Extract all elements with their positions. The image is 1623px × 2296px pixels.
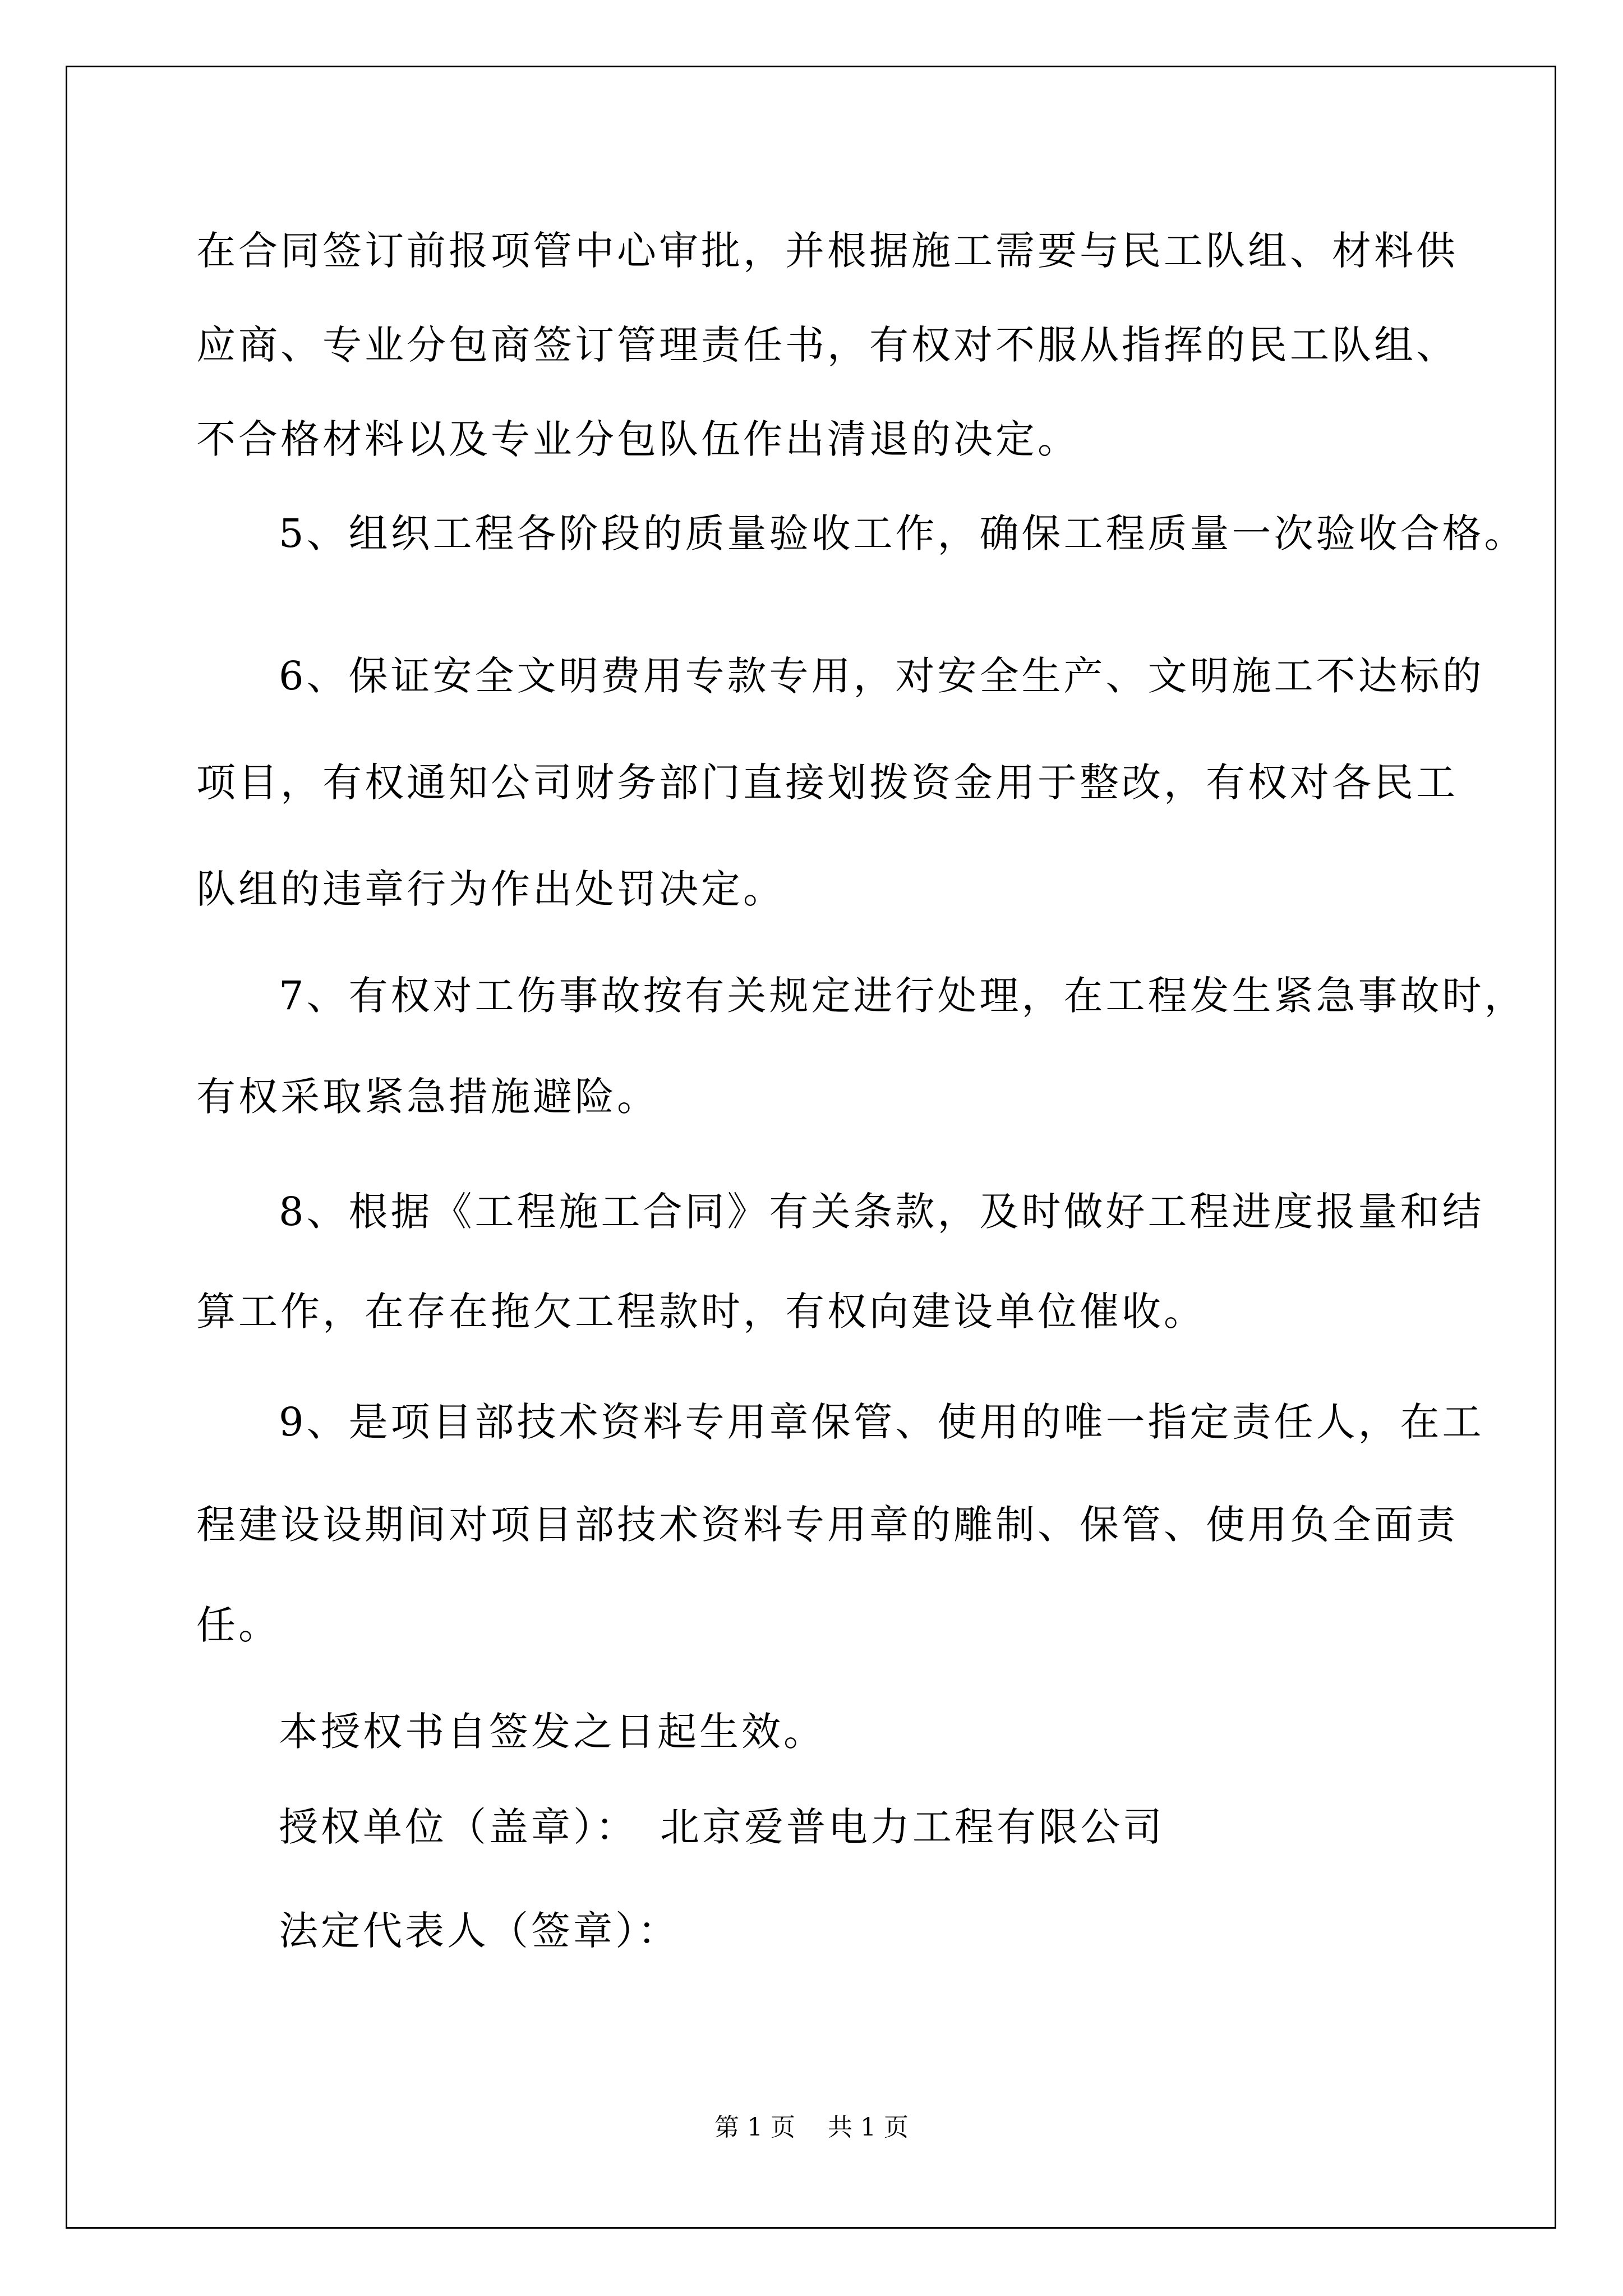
body-line: 不合格材料以及专业分包队伍作出清退的决定。 bbox=[196, 416, 1080, 462]
body-line: 程建设设期间对项目部技术资料专用章的雕制、保管、使用负全面责 bbox=[196, 1502, 1458, 1548]
body-line: 有权采取紧急措施避险。 bbox=[196, 1074, 659, 1120]
list-item-7: 7、有权对工伤事故按有关规定进行处理，在工程发生紧急事故时， bbox=[279, 973, 1527, 1019]
body-line: 在合同签订前报项管中心审批，并根据施工需要与民工队组、材料供 bbox=[196, 228, 1458, 274]
body-line: 应商、专业分包商签订管理责任书，有权对不服从指挥的民工队组、 bbox=[196, 322, 1458, 368]
body-line: 队组的违章行为作出处罚决定。 bbox=[196, 866, 785, 912]
body-line: 任。 bbox=[196, 1602, 280, 1648]
list-item-8: 8、根据《工程施工合同》有关条款，及时做好工程进度报量和结 bbox=[279, 1189, 1484, 1235]
body-line: 项目，有权通知公司财务部门直接划拨资金用于整改，有权对各民工 bbox=[196, 760, 1458, 806]
effective-statement: 本授权书自签发之日起生效。 bbox=[279, 1709, 826, 1755]
authorizing-unit: 授权单位（盖章）： 北京爱普电力工程有限公司 bbox=[279, 1804, 1165, 1850]
body-line: 算工作，在存在拖欠工程款时，有权向建设单位催收。 bbox=[196, 1289, 1206, 1335]
page-number-footer: 第 1 页 共 1 页 bbox=[714, 2113, 909, 2142]
list-item-9: 9、是项目部技术资料专用章保管、使用的唯一指定责任人，在工 bbox=[279, 1399, 1484, 1445]
list-item-6: 6、保证安全文明费用专款专用，对安全生产、文明施工不达标的 bbox=[279, 653, 1484, 699]
legal-representative: 法定代表人（签章）： bbox=[279, 1908, 680, 1954]
list-item-5: 5、组织工程各阶段的质量验收工作，确保工程质量一次验收合格。 bbox=[279, 510, 1527, 556]
page-border bbox=[66, 66, 1556, 2229]
